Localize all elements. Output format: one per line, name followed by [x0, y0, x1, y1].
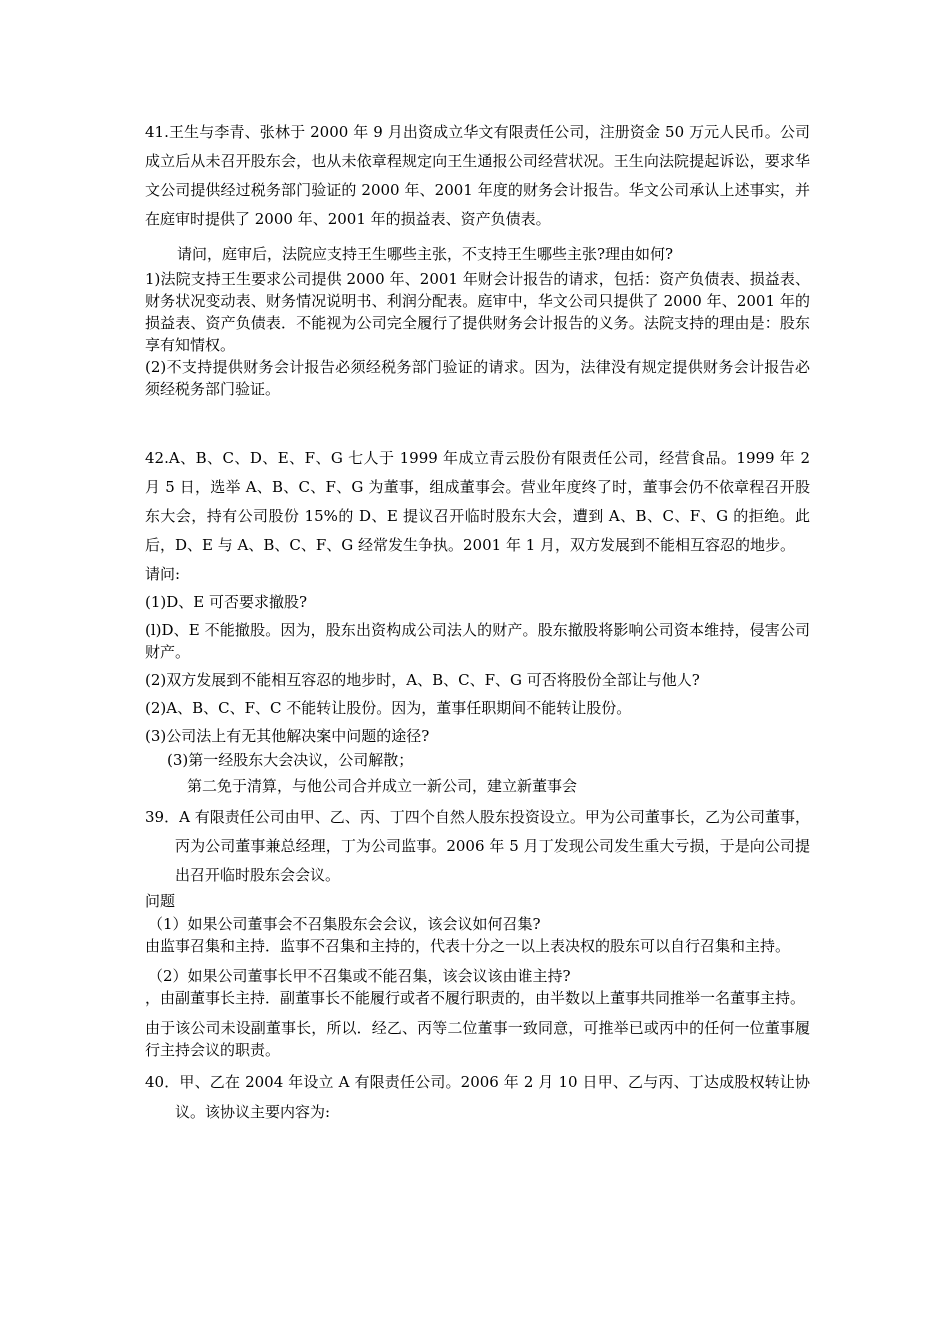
question-42-sub3: (3)公司法上有无其他解决案中问题的途径? — [145, 727, 430, 745]
answer-39 — [145, 890, 810, 1061]
question-42-sub2: (2)双方发展到不能相互容忍的地步时，A、B、C、F、G 可否将股份全部让与他人? — [145, 671, 700, 689]
question-42-sub1: (1)D、E 可否要求撤股? — [145, 593, 308, 611]
question-41-text: 41.王生与李青、张林于 2000 年 9 月出资成立华文有限责任公司，注册资金 50 万元人民币。公司成立后从未召开股东会，也从未依章程规定向王生通报公司经营状况。王生向法院提起诉讼，要求华文公司提供经过税务部门验证的 2000 年、2001 年度的财务会计报告。华文公司承认上述事实，并在庭审时提供了 2000 年、2001 年的损益表、资产负债表。 — [145, 123, 810, 228]
question-39 — [145, 803, 810, 890]
answer-42-sub3-line1: (3)第一经股东大会决议，公司解散； — [167, 751, 414, 769]
answer-42 — [145, 563, 810, 797]
question-39-text: 39．A 有限责任公司由甲、乙、丙、丁四个自然人股东投资设立。甲为公司董事长，乙为公司董事，丙为公司董事兼总经理，丁为公司监事。2006 年 5 月丁发现公司发生重大亏损，于是向公司提出召开临时股东会会议。 — [145, 808, 810, 884]
question-40-text: 40．甲、乙在 2004 年设立 A 有限责任公司。2006 年 2 月 10 日甲、乙与丙、丁达成股权转让协议。该协议主要内容为: — [145, 1073, 810, 1121]
question-41-prompt: 请问，庭审后，法院应支持王生哪些主张，不支持王生哪些主张?理由如何? — [177, 245, 674, 263]
answer-41-part2: (2)不支持提供财务会计报告必须经税务部门验证的请求。因为，法律没有规定提供财务会计报告必须经税务部门验证。 — [145, 358, 810, 398]
question-42-prompt: 请问: — [145, 565, 181, 583]
answer-39-sub2-line2: 由于该公司未设副董事长，所以．经乙、丙等二位董事一致同意，可推举已或丙中的任何一位董事履行主持会议的职责。 — [145, 1019, 810, 1059]
answer-42-sub2: (2)A、B、C、F、C 不能转让股份。因为，董事任职期间不能转让股份。 — [145, 699, 632, 717]
question-42-text: 42.A、B、C、D、E、F、G 七人于 1999 年成立青云股份有限责任公司，经营食品。1999 年 2 月 5 日，选举 A、B、C、F、G 为董事，组成董事会。营业年度终了时，董事会仍不依章程召开股东大会，持有公司股份 15%的 D、E 提议召开临时股东大会，遭到 A、B、C、F、G 的拒绝。此后，D、E 与 A、B、C、F、G 经常发生争执。2001 年 1 月，双方发展到不能相互容忍的地步。 — [145, 449, 810, 554]
answer-42-sub3-line2: 第二免于清算，与他公司合并成立一新公司，建立新董事会 — [187, 777, 578, 795]
question-40 — [145, 1067, 810, 1127]
answer-39-sub2-line1: ，由副董事长主持．副董事长不能履行或者不履行职责的，由半数以上董事共同推举一名董事主持。 — [145, 989, 806, 1007]
answer-42-sub1: (l)D、E 不能撤股。因为，股东出资构成公司法人的财产。股东撤股将影响公司资本维持，侵害公司财产。 — [145, 621, 810, 661]
answer-41-part1: 1)法院支持王生要求公司提供 2000 年、2001 年财会计报告的请求，包括：资产负债表、损益表、财务状况变动表、财务情况说明书、利润分配表。庭审中，华文公司只提供了 2000 年、2001 年的损益表、资产负债表．不能视为公司完全履行了提供财务会计报告的义务。法院支持的理由是：股东享有知情权。 — [145, 270, 810, 354]
question-39-sub2: （2）如果公司董事长甲不召集或不能召集，该会议该由谁主持? — [148, 967, 571, 985]
answer-41 — [145, 243, 810, 400]
question-42 — [145, 444, 810, 560]
section-gap — [145, 400, 810, 444]
document-page — [145, 118, 810, 1127]
answer-39-sub1: 由监事召集和主持．监事不召集和主持的，代表十分之一以上表决权的股东可以自行召集和主持。 — [145, 937, 791, 955]
question-39-label: 问题 — [145, 892, 176, 910]
question-41 — [145, 118, 810, 234]
question-39-sub1: （1）如果公司董事会不召集股东会会议，该会议如何召集? — [148, 915, 541, 933]
